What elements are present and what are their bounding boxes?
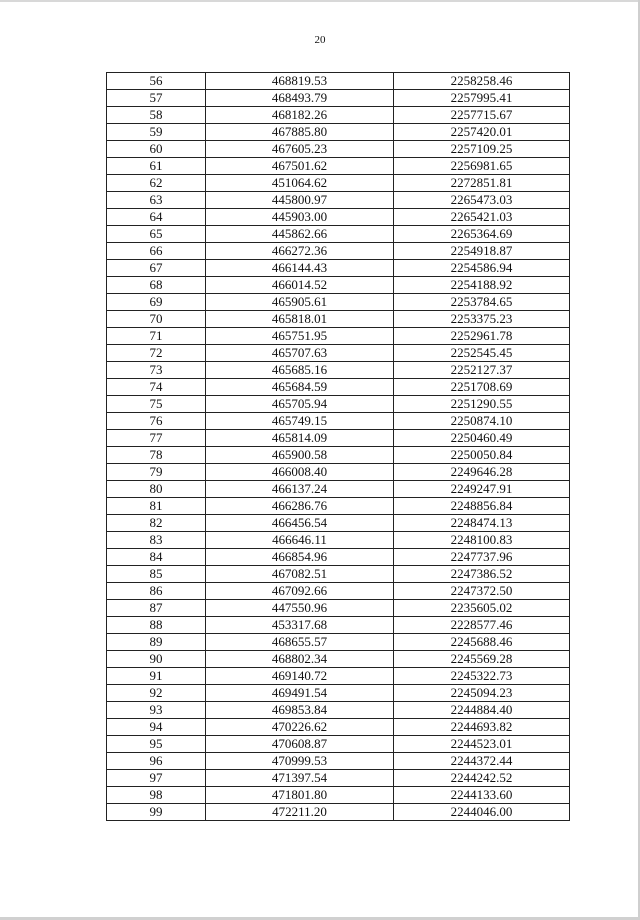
point-number-cell: 57 <box>107 90 206 107</box>
x-coordinate-cell: 469853.84 <box>206 702 394 719</box>
point-number-cell: 63 <box>107 192 206 209</box>
point-number-cell: 91 <box>107 668 206 685</box>
point-number-cell: 94 <box>107 719 206 736</box>
point-number-cell: 98 <box>107 787 206 804</box>
table-row <box>107 158 570 175</box>
x-coordinate-cell: 465818.01 <box>206 311 394 328</box>
table-row <box>107 787 570 804</box>
point-number-cell: 72 <box>107 345 206 362</box>
y-coordinate-cell: 2252961.78 <box>394 328 570 345</box>
table-row <box>107 719 570 736</box>
point-number-cell: 84 <box>107 549 206 566</box>
point-number-cell: 85 <box>107 566 206 583</box>
y-coordinate-cell: 2254188.92 <box>394 277 570 294</box>
x-coordinate-cell: 471801.80 <box>206 787 394 804</box>
point-number-cell: 76 <box>107 413 206 430</box>
x-coordinate-cell: 467092.66 <box>206 583 394 600</box>
y-coordinate-cell: 2249247.91 <box>394 481 570 498</box>
y-coordinate-cell: 2244884.40 <box>394 702 570 719</box>
y-coordinate-cell: 2245569.28 <box>394 651 570 668</box>
point-number-cell: 70 <box>107 311 206 328</box>
x-coordinate-cell: 468655.57 <box>206 634 394 651</box>
x-coordinate-cell: 465685.16 <box>206 362 394 379</box>
x-coordinate-cell: 467082.51 <box>206 566 394 583</box>
x-coordinate-cell: 445800.97 <box>206 192 394 209</box>
y-coordinate-cell: 2252545.45 <box>394 345 570 362</box>
x-coordinate-cell: 467605.23 <box>206 141 394 158</box>
y-coordinate-cell: 2248474.13 <box>394 515 570 532</box>
y-coordinate-cell: 2251290.55 <box>394 396 570 413</box>
point-number-cell: 66 <box>107 243 206 260</box>
table-row <box>107 430 570 447</box>
x-coordinate-cell: 466646.11 <box>206 532 394 549</box>
table-row <box>107 226 570 243</box>
table-row <box>107 328 570 345</box>
point-number-cell: 96 <box>107 753 206 770</box>
table-row <box>107 481 570 498</box>
x-coordinate-cell: 472211.20 <box>206 804 394 821</box>
point-number-cell: 97 <box>107 770 206 787</box>
y-coordinate-cell: 2265364.69 <box>394 226 570 243</box>
y-coordinate-cell: 2265421.03 <box>394 209 570 226</box>
y-coordinate-cell: 2245322.73 <box>394 668 570 685</box>
table-row <box>107 736 570 753</box>
point-number-cell: 60 <box>107 141 206 158</box>
x-coordinate-cell: 471397.54 <box>206 770 394 787</box>
y-coordinate-cell: 2244242.52 <box>394 770 570 787</box>
x-coordinate-cell: 468493.79 <box>206 90 394 107</box>
point-number-cell: 62 <box>107 175 206 192</box>
x-coordinate-cell: 465900.58 <box>206 447 394 464</box>
y-coordinate-cell: 2265473.03 <box>394 192 570 209</box>
point-number-cell: 74 <box>107 379 206 396</box>
x-coordinate-cell: 447550.96 <box>206 600 394 617</box>
y-coordinate-cell: 2228577.46 <box>394 617 570 634</box>
table-row <box>107 209 570 226</box>
x-coordinate-cell: 466286.76 <box>206 498 394 515</box>
table-row <box>107 566 570 583</box>
y-coordinate-cell: 2244133.60 <box>394 787 570 804</box>
table-row <box>107 447 570 464</box>
table-row <box>107 634 570 651</box>
y-coordinate-cell: 2244523.01 <box>394 736 570 753</box>
x-coordinate-cell: 468802.34 <box>206 651 394 668</box>
y-coordinate-cell: 2247386.52 <box>394 566 570 583</box>
table-row <box>107 192 570 209</box>
table-row <box>107 668 570 685</box>
x-coordinate-cell: 470226.62 <box>206 719 394 736</box>
x-coordinate-cell: 470608.87 <box>206 736 394 753</box>
y-coordinate-cell: 2247372.50 <box>394 583 570 600</box>
table-row <box>107 175 570 192</box>
y-coordinate-cell: 2248100.83 <box>394 532 570 549</box>
table-row <box>107 651 570 668</box>
x-coordinate-cell: 466272.36 <box>206 243 394 260</box>
table-row <box>107 498 570 515</box>
x-coordinate-cell: 470999.53 <box>206 753 394 770</box>
table-row <box>107 90 570 107</box>
x-coordinate-cell: 467885.80 <box>206 124 394 141</box>
x-coordinate-cell: 469140.72 <box>206 668 394 685</box>
y-coordinate-cell: 2257715.67 <box>394 107 570 124</box>
y-coordinate-cell: 2253375.23 <box>394 311 570 328</box>
x-coordinate-cell: 467501.62 <box>206 158 394 175</box>
point-number-cell: 71 <box>107 328 206 345</box>
table-row <box>107 107 570 124</box>
table-row <box>107 311 570 328</box>
x-coordinate-cell: 465814.09 <box>206 430 394 447</box>
table-row <box>107 770 570 787</box>
point-number-cell: 79 <box>107 464 206 481</box>
x-coordinate-cell: 465751.95 <box>206 328 394 345</box>
point-number-cell: 59 <box>107 124 206 141</box>
point-number-cell: 65 <box>107 226 206 243</box>
x-coordinate-cell: 453317.68 <box>206 617 394 634</box>
table-row <box>107 549 570 566</box>
point-number-cell: 90 <box>107 651 206 668</box>
table-row <box>107 277 570 294</box>
y-coordinate-cell: 2244372.44 <box>394 753 570 770</box>
point-number-cell: 82 <box>107 515 206 532</box>
y-coordinate-cell: 2254586.94 <box>394 260 570 277</box>
y-coordinate-cell: 2272851.81 <box>394 175 570 192</box>
coordinate-table <box>106 72 570 821</box>
table-row <box>107 413 570 430</box>
x-coordinate-cell: 466008.40 <box>206 464 394 481</box>
table-row <box>107 702 570 719</box>
table-row <box>107 73 570 90</box>
y-coordinate-cell: 2250050.84 <box>394 447 570 464</box>
point-number-cell: 80 <box>107 481 206 498</box>
y-coordinate-cell: 2245094.23 <box>394 685 570 702</box>
point-number-cell: 89 <box>107 634 206 651</box>
table-row <box>107 345 570 362</box>
y-coordinate-cell: 2245688.46 <box>394 634 570 651</box>
x-coordinate-cell: 445903.00 <box>206 209 394 226</box>
point-number-cell: 75 <box>107 396 206 413</box>
point-number-cell: 93 <box>107 702 206 719</box>
table-row <box>107 294 570 311</box>
x-coordinate-cell: 465707.63 <box>206 345 394 362</box>
table-row <box>107 685 570 702</box>
page-number: 20 <box>314 34 326 46</box>
point-number-cell: 77 <box>107 430 206 447</box>
y-coordinate-cell: 2253784.65 <box>394 294 570 311</box>
point-number-cell: 56 <box>107 73 206 90</box>
table-row <box>107 243 570 260</box>
point-number-cell: 95 <box>107 736 206 753</box>
table-row <box>107 617 570 634</box>
y-coordinate-cell: 2257109.25 <box>394 141 570 158</box>
point-number-cell: 99 <box>107 804 206 821</box>
point-number-cell: 73 <box>107 362 206 379</box>
x-coordinate-cell: 451064.62 <box>206 175 394 192</box>
point-number-cell: 81 <box>107 498 206 515</box>
table-row <box>107 141 570 158</box>
x-coordinate-cell: 466456.54 <box>206 515 394 532</box>
x-coordinate-cell: 468182.26 <box>206 107 394 124</box>
y-coordinate-cell: 2244046.00 <box>394 804 570 821</box>
table-row <box>107 464 570 481</box>
point-number-cell: 83 <box>107 532 206 549</box>
x-coordinate-cell: 466854.96 <box>206 549 394 566</box>
point-number-cell: 92 <box>107 685 206 702</box>
x-coordinate-cell: 466014.52 <box>206 277 394 294</box>
y-coordinate-cell: 2235605.02 <box>394 600 570 617</box>
point-number-cell: 68 <box>107 277 206 294</box>
y-coordinate-cell: 2249646.28 <box>394 464 570 481</box>
point-number-cell: 58 <box>107 107 206 124</box>
x-coordinate-cell: 468819.53 <box>206 73 394 90</box>
table-row <box>107 583 570 600</box>
x-coordinate-cell: 445862.66 <box>206 226 394 243</box>
y-coordinate-cell: 2257995.41 <box>394 90 570 107</box>
x-coordinate-cell: 465749.15 <box>206 413 394 430</box>
y-coordinate-cell: 2250460.49 <box>394 430 570 447</box>
y-coordinate-cell: 2248856.84 <box>394 498 570 515</box>
x-coordinate-cell: 466137.24 <box>206 481 394 498</box>
table-row <box>107 260 570 277</box>
table-row <box>107 396 570 413</box>
y-coordinate-cell: 2244693.82 <box>394 719 570 736</box>
point-number-cell: 87 <box>107 600 206 617</box>
y-coordinate-cell: 2254918.87 <box>394 243 570 260</box>
point-number-cell: 69 <box>107 294 206 311</box>
point-number-cell: 61 <box>107 158 206 175</box>
x-coordinate-cell: 465684.59 <box>206 379 394 396</box>
y-coordinate-cell: 2256981.65 <box>394 158 570 175</box>
point-number-cell: 78 <box>107 447 206 464</box>
point-number-cell: 88 <box>107 617 206 634</box>
table-row <box>107 379 570 396</box>
y-coordinate-cell: 2257420.01 <box>394 124 570 141</box>
table-row <box>107 515 570 532</box>
y-coordinate-cell: 2250874.10 <box>394 413 570 430</box>
table-row <box>107 600 570 617</box>
table-row <box>107 532 570 549</box>
y-coordinate-cell: 2247737.96 <box>394 549 570 566</box>
coordinate-table-body <box>107 73 570 821</box>
y-coordinate-cell: 2252127.37 <box>394 362 570 379</box>
x-coordinate-cell: 469491.54 <box>206 685 394 702</box>
point-number-cell: 64 <box>107 209 206 226</box>
point-number-cell: 67 <box>107 260 206 277</box>
x-coordinate-cell: 466144.43 <box>206 260 394 277</box>
table-row <box>107 362 570 379</box>
table-row <box>107 753 570 770</box>
scan-edge-top <box>0 0 640 2</box>
y-coordinate-cell: 2258258.46 <box>394 73 570 90</box>
x-coordinate-cell: 465705.94 <box>206 396 394 413</box>
x-coordinate-cell: 465905.61 <box>206 294 394 311</box>
y-coordinate-cell: 2251708.69 <box>394 379 570 396</box>
table-row <box>107 124 570 141</box>
table-row <box>107 804 570 821</box>
point-number-cell: 86 <box>107 583 206 600</box>
